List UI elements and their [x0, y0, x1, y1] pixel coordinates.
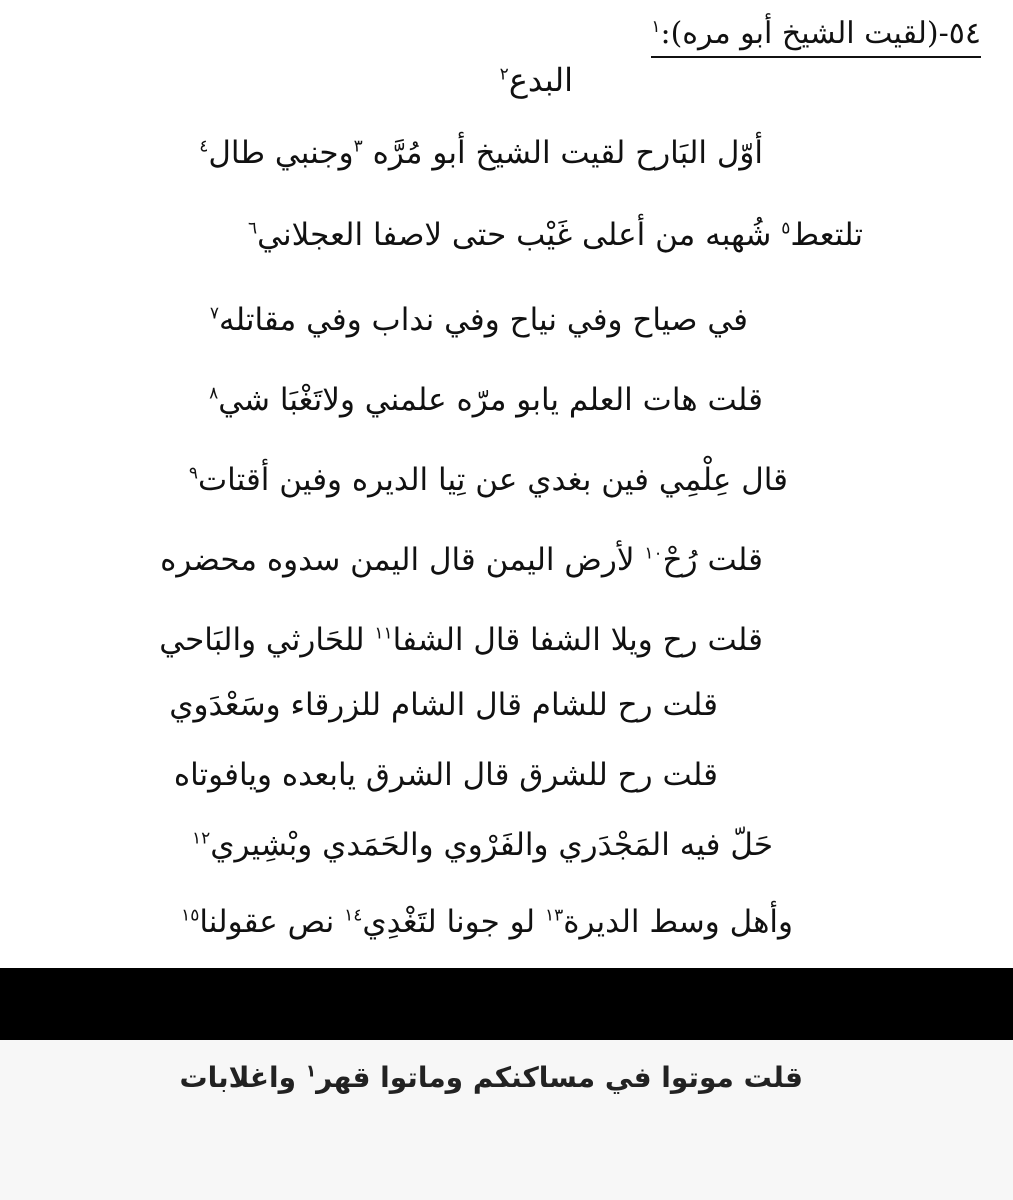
verse-text: قلت رح للشرق قال الشرق يابعده ويافوتاه — [173, 757, 718, 793]
verse-footnote: ٦ — [247, 218, 258, 239]
verse-footnote: ٩ — [188, 463, 198, 484]
verse-footnote: ١٤ — [344, 905, 363, 926]
verse-text: نص عقولنا — [199, 904, 345, 940]
verse-text: قلت رح للشام قال الشام للزرقاء وسَعْدَوي — [169, 687, 718, 723]
verse-footnote: ٨ — [209, 383, 219, 404]
heading-footnote: ١ — [651, 17, 661, 37]
verse-text: حَلّ فيه المَجْدَري والفَرْوي والحَمَدي وبْشِيري — [210, 827, 773, 863]
bottom-verse-text: قلت موتوا في مساكنكم وماتوا قهر — [316, 1061, 803, 1094]
poem-heading — [651, 14, 981, 58]
verse-line — [189, 460, 788, 500]
verse-text: لو جونا لتَغْدِي — [362, 904, 545, 940]
verse-line — [210, 300, 748, 340]
verse-text: وأهل وسط الديرة — [563, 904, 793, 940]
verse-line — [159, 620, 763, 660]
verse-text: في صياح وفي نياح وفي نداب وفي مقاتله — [218, 302, 748, 338]
scanned-page-bottom — [0, 1040, 1013, 1200]
verse-text: وجنبي طال — [208, 135, 354, 171]
verse-text: للحَارثي والبَاحي — [159, 622, 375, 658]
verse-text: قلت رح ويلا الشفا قال الشفا — [392, 622, 763, 658]
poem-subtitle — [500, 60, 573, 100]
verse-footnote: ١١ — [374, 623, 393, 644]
verse-line — [192, 825, 773, 865]
verse-line — [199, 133, 763, 173]
subtitle-footnote: ٢ — [499, 64, 509, 85]
verse-text: قال عِلْمِي فين بغدي عن تِيا الديره وفين أقتات — [197, 462, 788, 498]
verse-footnote: ١٠ — [644, 543, 663, 564]
verse-text: قلت رُحْ — [662, 542, 763, 578]
verse-line — [209, 380, 763, 420]
verse-footnote: ١٢ — [192, 828, 211, 849]
verse-text: أوّل البَارح لقيت الشيخ أبو مُرَّه — [362, 135, 763, 171]
verse-text: قلت هات العلم يابو مرّه علمني ولاتَغْبَا شي — [218, 382, 763, 418]
bottom-verse-footnote: ١ — [305, 1061, 317, 1082]
verse-text: تلتعط — [790, 217, 863, 253]
verse-footnote: ١٥ — [181, 905, 200, 926]
verse-footnote: ٥ — [781, 218, 791, 239]
subtitle-text: البدع — [508, 61, 573, 99]
heading-number: ٥٤ — [948, 16, 981, 51]
bottom-verse-text: واغلابات — [179, 1061, 306, 1094]
verse-line — [248, 215, 863, 255]
black-divider-band — [0, 968, 1013, 1040]
bottom-verse-line — [179, 1058, 803, 1098]
verse-footnote: ٧ — [209, 303, 219, 324]
verse-footnote: ١٣ — [544, 905, 564, 926]
verse-text: لأرض اليمن قال اليمن سدوه محضره — [160, 542, 645, 578]
verse-line — [181, 902, 793, 942]
verse-line — [174, 755, 718, 795]
verse-line — [160, 540, 763, 580]
verse-footnote: ٣ — [353, 136, 363, 157]
verse-line — [169, 685, 718, 725]
heading-text: -(لقيت الشيخ أبو مره): — [660, 16, 949, 51]
verse-text: شُهبه من أعلى غَيْب حتى لاصفا العجلاني — [257, 217, 782, 253]
verse-footnote: ٤ — [199, 136, 209, 157]
